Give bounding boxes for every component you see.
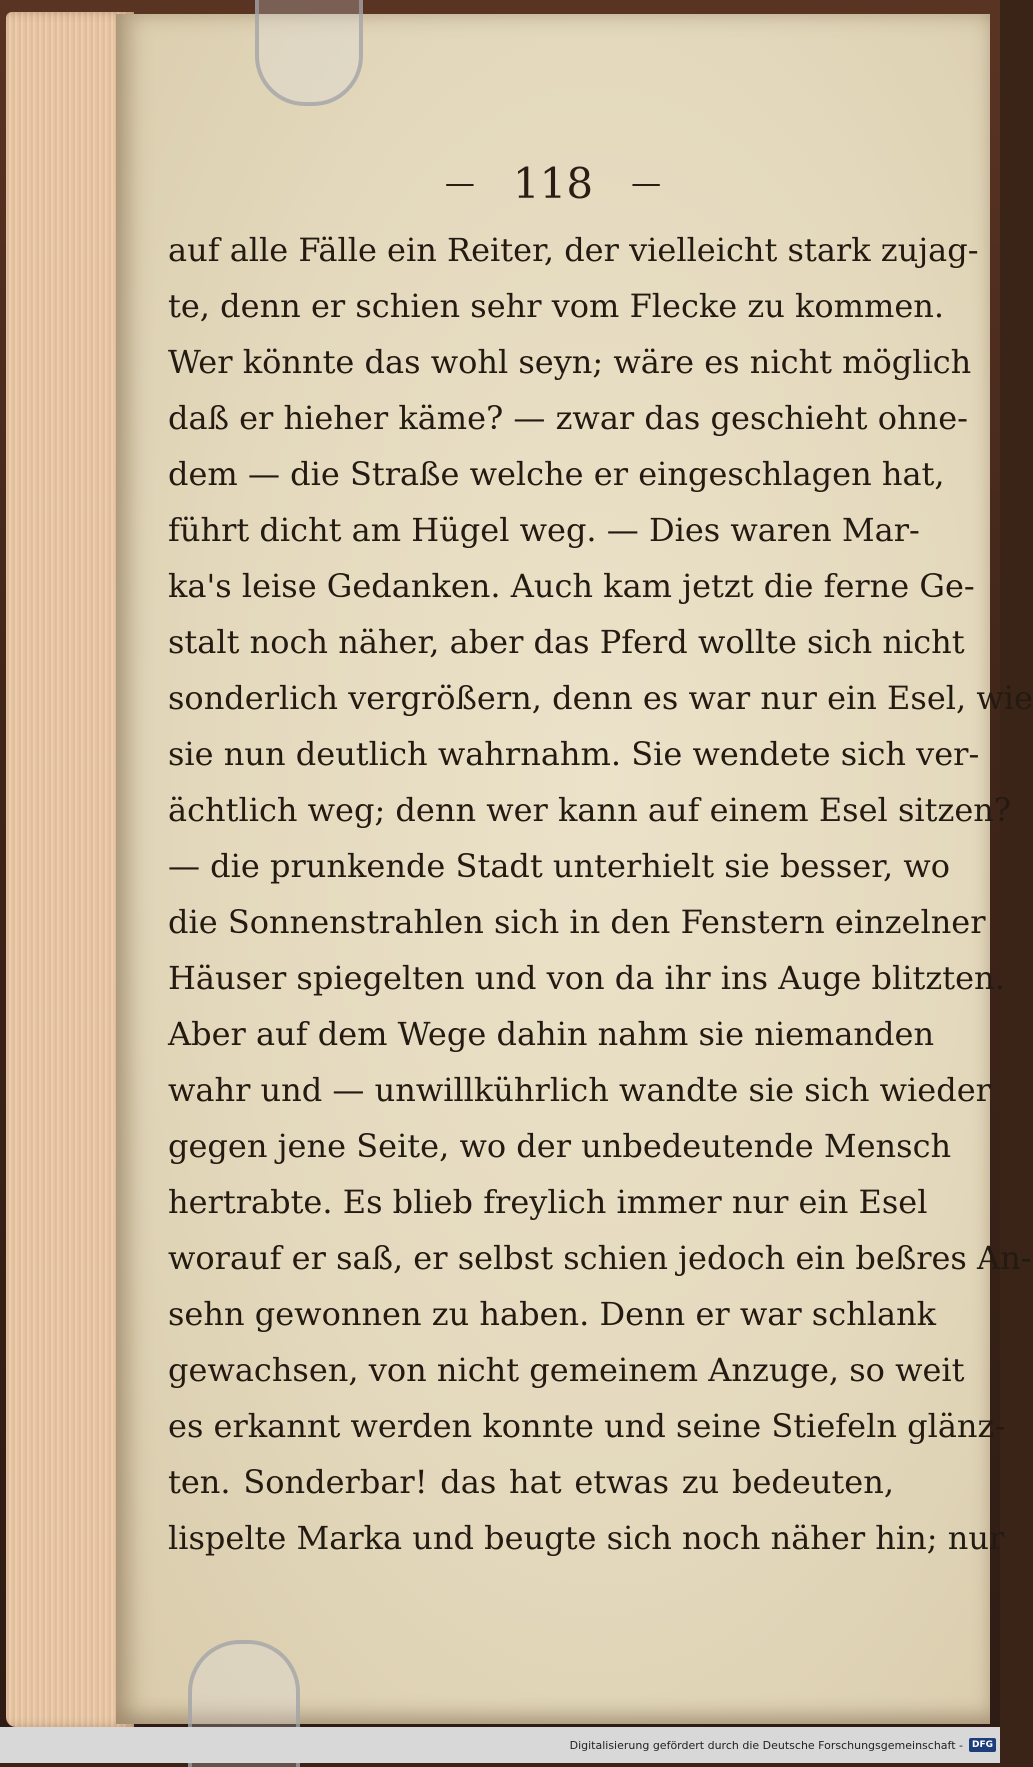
digitization-footer: [0, 1727, 1000, 1763]
header-dash-left: —: [444, 165, 475, 201]
text-line: führt dicht am Hügel weg. — Dies waren Mar-: [168, 511, 920, 549]
text-line: es erkannt werden konnte und seine Stiefeln glänz-: [168, 1407, 1006, 1445]
text-line: gewachsen, von nicht gemeinem Anzuge, so weit: [168, 1351, 965, 1389]
text-line: ten. Sonderbar! das hat etwas zu bedeuten,: [168, 1463, 894, 1501]
text-line: — die prunkende Stadt unterhielt sie besser, wo: [168, 847, 951, 885]
page-body-text: [168, 222, 1033, 1566]
page-header: [116, 158, 990, 208]
text-line: gegen jene Seite, wo der unbedeutende Mensch: [168, 1127, 952, 1165]
dfg-logo: DFG: [969, 1738, 996, 1752]
text-line: wahr und — unwillkührlich wandte sie sich wieder: [168, 1071, 991, 1109]
page-number: 118: [512, 158, 594, 208]
text-line: Wer könnte das wohl seyn; wäre es nicht möglich: [168, 343, 972, 381]
text-line: auf alle Fälle ein Reiter, der vielleicht stark zujag-: [168, 231, 979, 269]
book-clip-top: [255, 0, 363, 106]
text-line: lispelte Marka und beugte sich noch näher hin; nur: [168, 1519, 1005, 1557]
text-line: Häuser spiegelten und von da ihr ins Auge blitzten.: [168, 959, 1005, 997]
digitization-credit: Digitalisierung gefördert durch die Deutsche Forschungsgemeinschaft -: [569, 1738, 963, 1752]
text-line: daß er hieher käme? — zwar das geschieht ohne-: [168, 399, 968, 437]
text-line: dem — die Straße welche er eingeschlagen hat,: [168, 455, 945, 493]
text-line: te, denn er schien sehr vom Flecke zu kommen.: [168, 287, 945, 325]
text-line: hertrabte. Es blieb freylich immer nur ein Esel: [168, 1183, 928, 1221]
text-line: Aber auf dem Wege dahin nahm sie niemanden: [168, 1015, 935, 1053]
text-line: sie nun deutlich wahrnahm. Sie wendete sich ver-: [168, 735, 980, 773]
book-page-edges: [6, 12, 134, 1727]
text-line: sehn gewonnen zu haben. Denn er war schlank: [168, 1295, 937, 1333]
text-line: ka's leise Gedanken. Auch kam jetzt die ferne Ge-: [168, 567, 975, 605]
text-line: worauf er saß, er selbst schien jedoch ein beßres An-: [168, 1239, 1032, 1277]
text-line: die Sonnenstrahlen sich in den Fenstern einzelner: [168, 903, 986, 941]
text-line: ächtlich weg; denn wer kann auf einem Esel sitzen?: [168, 791, 1012, 829]
header-dash-right: —: [631, 165, 662, 201]
text-line: sonderlich vergrößern, denn es war nur ein Esel, wie: [168, 679, 1033, 717]
text-line: stalt noch näher, aber das Pferd wollte sich nicht: [168, 623, 965, 661]
